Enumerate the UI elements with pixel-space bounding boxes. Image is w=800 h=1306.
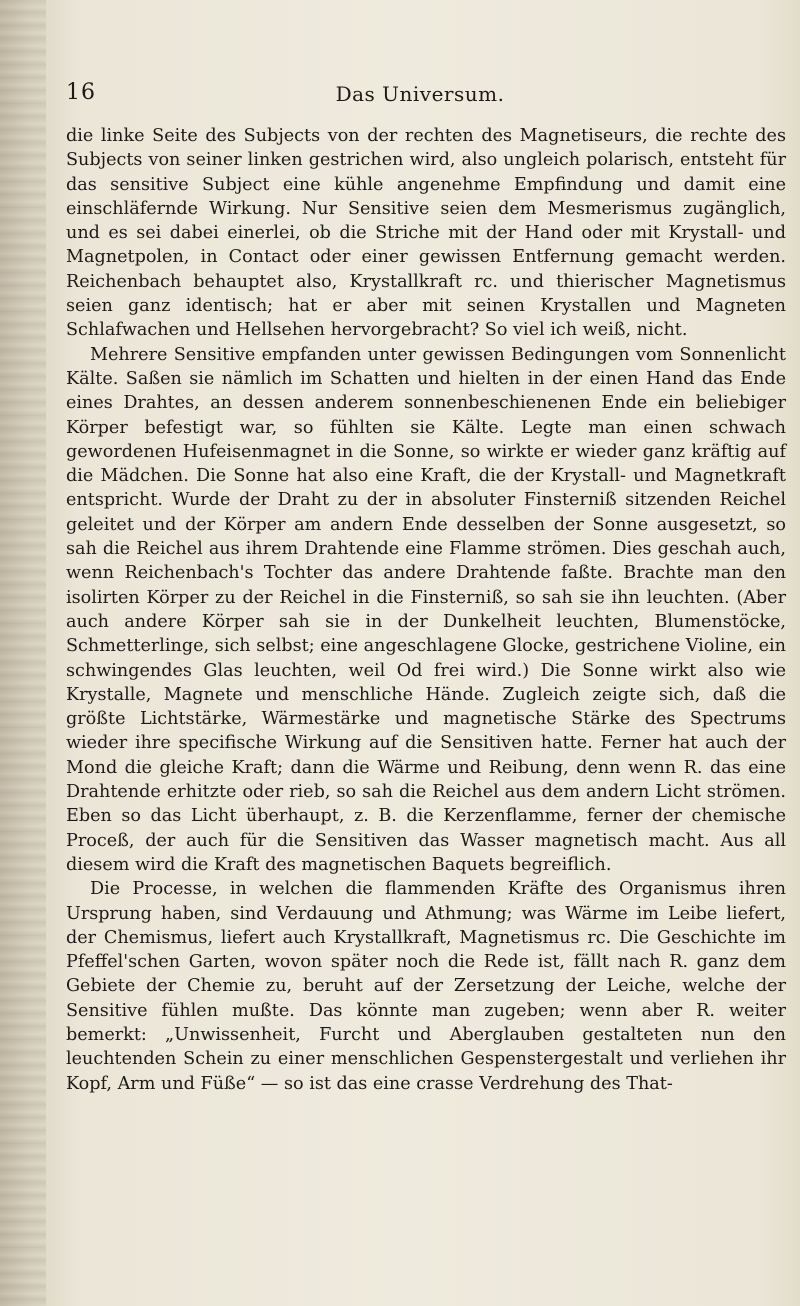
page-header xyxy=(60,78,780,112)
page-number: 16 xyxy=(66,80,96,105)
running-head: Das Universum. xyxy=(335,82,505,106)
paragraph: die linke Seite des Subjects von der rechten des Magnetiseurs, die rechte des Subjects von seiner linken gestrichen wird, also ungleich polarisch, entsteht für das sensitive Subject eine kühle angenehme Empfindung und damit eine einschläfernde Wirkung. Nur Sensitive seien dem Mesmerismus zugänglich, und es sei dabei einerlei, ob die Striche mit der Hand oder mit Krystall- und Magnetpolen, in Contact oder einer gewissen Entfernung gemacht werden. Reichenbach behauptet also, Krystallkraft rc. und thierischer Magnetismus seien ganz identisch; hat er aber mit seinen Krystallen und Magneten Schlafwachen und Hellsehen hervorgebracht? So viel ich weiß, nicht. xyxy=(66,126,786,341)
page-gutter xyxy=(0,0,46,1306)
body-text xyxy=(66,124,786,1096)
paragraph: Mehrere Sensitive empfanden unter gewissen Bedingungen vom Sonnenlicht Kälte. Saßen sie nämlich im Schatten und hielten in der einen Hand das Ende eines Drahtes, an dessen anderem sonnenbeschienenen Ende ein beliebiger Körper befestigt war, so fühlten sie Kälte. Legte man einen schwach gewordenen Hufeisenmagnet in die Sonne, so wirkte er wieder ganz kräftig auf die Mädchen. Die Sonne hat also eine Kraft, die der Krystall- und Magnetkraft entspricht. Wurde der Draht zu der in absoluter Finsterniß sitzenden Reichel geleitet und der Körper am andern Ende desselben der Sonne ausgesetzt, so sah die Reichel aus ihrem Drahtende eine Flamme strömen. Dies geschah auch, wenn Reichenbach's Tochter das andere Drahtende faßte. Brachte man den isolirten Körper zu der Reichel in die Finsterniß, so sah sie ihn leuchten. (Aber auch andere Körper sah sie in der Dunkelheit leuchten, Blumenstöcke, Schmetterlinge, sich selbst; eine angeschlagene Glocke, gestrichene Violine, ein schwingendes Glas leuchten, weil Od frei wird.) Die Sonne wirkt also wie Krystalle, Magnete und menschliche Hände. Zugleich zeigte sich, daß die größte Lichtstärke, Wärmestärke und magnetische Stärke des Spectrums wieder ihre specifische Wirkung auf die Sensitiven hatte. Ferner hat auch der Mond die gleiche Kraft; dann die Wärme und Reibung, denn wenn R. das eine Drahtende erhitzte oder rieb, so sah die Reichel aus dem andern Licht strömen. Eben so das Licht überhaupt, z. B. die Kerzenflamme, ferner der chemische Proceß, der auch für die Sensitiven das Wasser magnetisch macht. Aus all diesem wird die Kraft des magnetischen Baquets begreiflich. xyxy=(66,344,786,875)
paragraph: Die Processe, in welchen die flammenden Kräfte des Organismus ihren Ursprung haben, sind Verdauung und Athmung; was Wärme im Leibe liefert, der Chemismus, liefert auch Krystallkraft, Magnetismus rc. Die Geschichte im Pfeffel'schen Garten, wovon später noch die Rede ist, fällt nach R. ganz dem Gebiete der Chemie zu, beruht auf der Zersetzung der Leiche, welche der Sensitive fühlen mußte. Das könnte man zugeben; wenn aber R. weiter bemerkt: „Unwissenheit, Furcht und Aberglauben gestalteten nun den leuchtenden Schein zu einer menschlichen Gespenstergestalt und verliehen ihr Kopf, Arm und Füße“ — so ist das eine crasse Verdrehung des That- xyxy=(66,879,786,1094)
